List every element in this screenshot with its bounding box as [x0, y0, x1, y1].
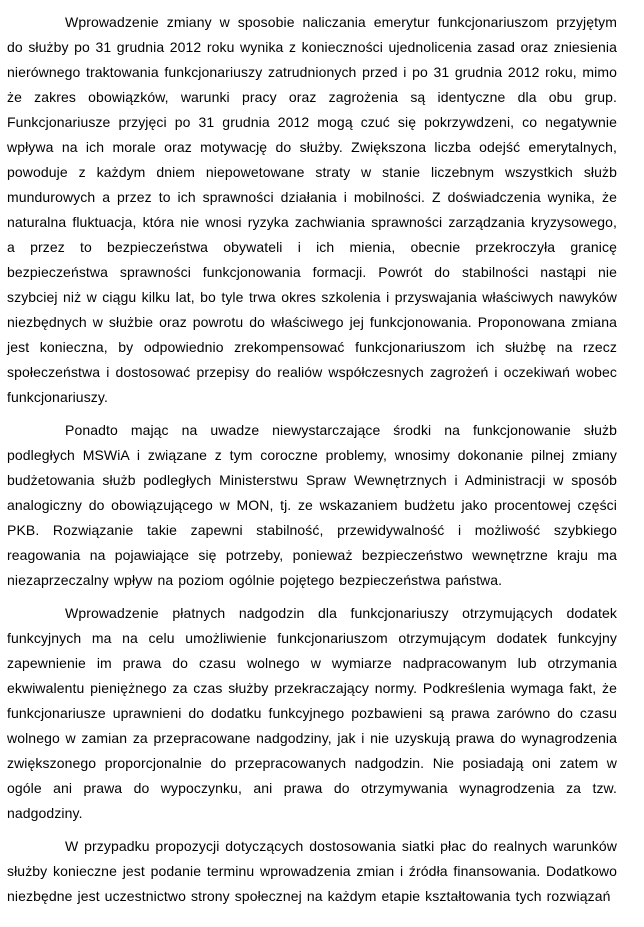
paragraph-budget-funding: Ponadto mając na uwadze niewystarczające środki na funkcjonowanie służb podległych MSWiA i związane z tym coroczne problemy, wnosimy dokonanie pilnej zmiany budżetowania służb podległych Ministerstwu Spraw Wewnętrznych i Administracji w sposób analogiczny do obowiązującego w MON, tj. ze wskazaniem budżetu jako procentowej części PKB. Rozwiązanie takie zapewni stabilność, przewidywalność i możliwość szybkiego reagowania na pojawiające się potrzeby, ponieważ bezpieczeństwo wewnętrzne kraju ma niezaprzeczalny wpływ na poziom ogólnie pojętego bezpieczeństwa państwa. — [7, 422, 617, 588]
paragraph-pension-calculation: Wprowadzenie zmiany w sposobie naliczania emerytur funkcjonariuszom przyjętym do służby po 31 grudnia 2012 roku wynika z konieczności ujednolicenia zasad oraz zniesienia nierównego traktowania funkcjonariuszy zatrudnionych przed i po 31 grudnia 2012 roku, mimo że zakres obowiązków, warunki pracy oraz zagrożenia są identyczne dla obu grup. Funkcjonariusze przyjęci po 31 grudnia 2012 mogą czuć się pokrzywdzeni, co negatywnie wpływa na ich morale oraz motywację do służby. Zwiększona liczba odejść emerytalnych, powoduje z każdym dniem niepowetowane straty w stanie liczebnym wszystkich służb mundurowych a przez to ich sprawności działania i mobilności. Z doświadczenia wynika, że naturalna fluktuacja, która nie wnosi ryzyka zachwiania sprawności zarządzania kryzysowego, a przez to bezpieczeństwa obywateli i ich mienia, obecnie przekroczyła granicę bezpieczeństwa sprawności funkcjonowania formacji. Powrót do stabilności nastąpi nie szybciej niż w ciągu kilku lat, bo tyle trwa okres szkolenia i przyswajania właściwych nawyków niezbędnych w służbie oraz powrotu do właściwego jej funkcjonowania. Proponowana zmiana jest konieczna, by odpowiednio zrekompensować funkcjonariuszom ich służbę na rzecz społeczeństwa i dostosować przepisy do realiów współczesnych zagrożeń i oczekiwań wobec funkcjonariuszy. — [7, 14, 617, 405]
paragraph-pay-grid: W przypadku propozycji dotyczących dostosowania siatki płac do realnych warunków służby konieczne jest podanie terminu wprowadzenia zmian i źródła finansowania. Dodatkowo niezbędne jest uczestnictwo strony społecznej na każdym etapie kształtowania tych rozwiązań — [7, 838, 617, 904]
paragraph-paid-overtime: Wprowadzenie płatnych nadgodzin dla funkcjonariuszy otrzymujących dodatek funkcyjnych ma na celu umożliwienie funkcjonariuszom otrzymującym dodatek funkcyjny zapewnienie im prawa do czasu wolnego w wymiarze nadpracowanym lub otrzymania ekwiwalentu pieniężnego za czas służby przekraczający normy. Podkreślenia wymaga fakt, że funkcjonariusze uprawnieni do dodatku funkcyjnego pozbawieni są prawa zarówno do czasu wolnego w zamian za przepracowane nadgodziny, jak i nie uzyskują prawa do wynagrodzenia zwiększonego proporcjonalnie do przepracowanych nadgodzin. Nie posiadają oni zatem w ogóle ani prawa do wypoczynku, ani prawa do otrzymywania wynagrodzenia za tzw. nadgodziny. — [7, 605, 617, 821]
